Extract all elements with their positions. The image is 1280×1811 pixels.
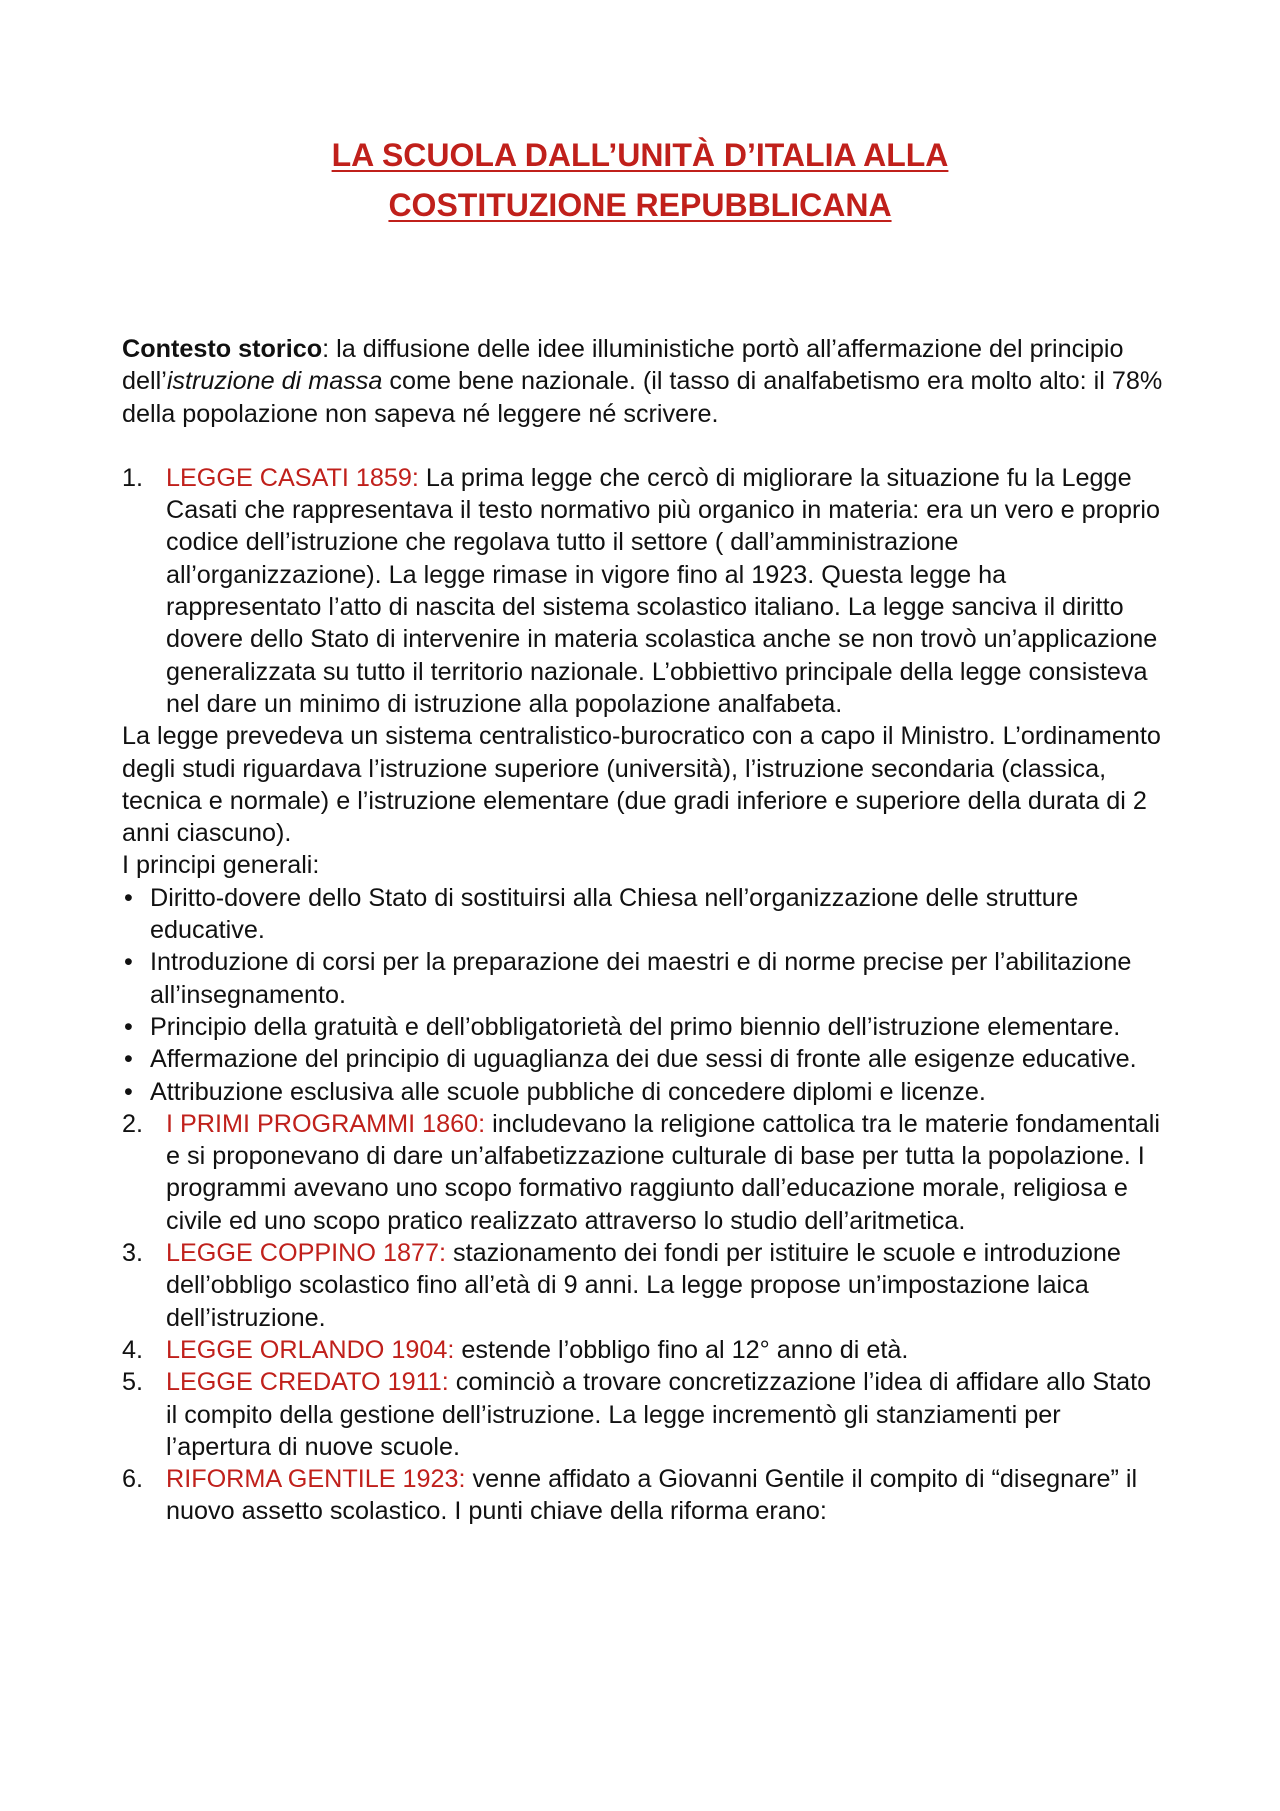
bullet-icon: • (124, 948, 133, 977)
intro-paragraph (122, 333, 1167, 430)
list-item-legge-orlando (122, 1334, 1167, 1366)
list-number: 2. (122, 1109, 144, 1138)
list-heading: LEGGE CASATI 1859: (166, 463, 419, 492)
list-item-legge-casati (122, 462, 1167, 720)
list-item-legge-coppino (122, 1237, 1167, 1334)
bullet-item (122, 882, 1167, 947)
list-number: 5. (122, 1368, 144, 1397)
bullet-icon: • (124, 1045, 133, 1074)
bullet-icon: • (124, 1077, 133, 1106)
list-heading: RIFORMA GENTILE 1923: (166, 1465, 466, 1494)
list-heading: LEGGE COPPINO 1877: (166, 1239, 446, 1268)
title-line-2: COSTITUZIONE REPUBBLICANA (388, 187, 892, 223)
bullet-text: Affermazione del principio di uguaglianza dei due sessi di fronte alle esigenze educative. (150, 1045, 1137, 1074)
intro-label: Contesto storico (122, 335, 323, 363)
intro-text-2: come bene nazionale. (il tasso di analfabetismo era molto alto: il 78% della popolazione non sapeva né leggere né scrivere. (122, 367, 1163, 428)
list-number: 3. (122, 1239, 144, 1268)
list-number: 6. (122, 1465, 144, 1494)
bullet-icon: • (124, 1012, 133, 1041)
list-text: estende l’obbligo fino al 12° anno di età. (454, 1335, 909, 1364)
intro-text-1: : la diffusione delle idee illuministiche portò all’affermazione del principio dell’ (122, 335, 1124, 396)
title-line-1: LA SCUOLA DALL’UNITÀ D’ITALIA ALLA (331, 137, 949, 173)
list-text: La prima legge che cercò di migliorare la situazione fu la Legge Casati che rappresentava il testo normativo più organico in materia: era un vero e proprio codice dell’istruzione che regolava tutto il settore ( dall’amministrazione all’organizzazione). La legge rimase in vigore fino al 1923. Questa legge ha rappresentato l’atto di nascita del sistema scolastico italiano. La legge sanciva il diritto dovere dello Stato di intervenire in materia scolastica anche se non trovò un’applicazione generalizzata su tutto il territorio nazionale. L’obbiettivo principale della legge consisteva nel dare un minimo di istruzione alla popolazione analfabeta. (166, 463, 1161, 718)
principi-list (122, 882, 1167, 1108)
intro-emphasis: istruzione di massa (166, 367, 383, 396)
bullet-text: Principio della gratuità e dell’obbligatorietà del primo biennio dell’istruzione elementare. (150, 1012, 1121, 1041)
bullet-item (122, 1076, 1167, 1108)
principi-label: I principi generali: (122, 851, 320, 880)
list-number: 4. (122, 1335, 144, 1364)
bullet-icon: • (124, 883, 133, 912)
list-text: includevano la religione cattolica tra le materie fondamentali e si proponevano di dare un’alfabetizzazione culturale di base per tutta la popolazione. I programmi avevano uno scopo formativo raggiunto dall’educazione morale, religiosa e civile ed uno scopo pratico realizzato attraverso lo studio dell’aritmetica. (166, 1109, 1160, 1235)
list-number: 1. (122, 463, 144, 492)
list-heading: I PRIMI PROGRAMMI 1860: (166, 1109, 486, 1138)
document-body (122, 333, 1167, 1528)
bullet-text: Attribuzione esclusiva alle scuole pubbliche di concedere diplomi e licenze. (150, 1077, 986, 1106)
bullet-text: Diritto-dovere dello Stato di sostituirsi alla Chiesa nell’organizzazione delle strutture educative. (150, 883, 1079, 945)
list-item-primi-programmi (122, 1108, 1167, 1237)
bullet-item (122, 1011, 1167, 1043)
list-item-legge-credato (122, 1366, 1167, 1463)
bullet-text: Introduzione di corsi per la preparazione dei maestri e di norme precise per l’abilitazione all’insegnamento. (150, 948, 1132, 1009)
list-text: cominciò a trovare concretizzazione l’idea di affidare allo Stato il compito della gestione dell’istruzione. La legge incrementò gli stanziamenti per l’apertura di nuove scuole. (166, 1368, 1152, 1461)
list-item-riforma-gentile (122, 1463, 1167, 1528)
bullet-item (122, 1043, 1167, 1075)
list-text: stazionamento dei fondi per istituire le scuole e introduzione dell’obbligo scolastico fino all’età di 9 anni. La legge propose un’impostazione laica dell’istruzione. (166, 1239, 1121, 1332)
list-text: venne affidato a Giovanni Gentile il compito di “disegnare” il nuovo assetto scolastico. I punti chiave della riforma erano: (166, 1465, 1138, 1526)
page-title (0, 130, 1280, 230)
sistema-paragraph: La legge prevedeva un sistema centralistico-burocratico con a capo il Ministro. L’ordinamento degli studi riguardava l’istruzione superiore (università), l’istruzione secondaria (classica, tecnica e normale) e l’istruzione elementare (due gradi inferiore e superiore della durata di 2 anni ciascuno). (122, 722, 1161, 848)
spacer (122, 430, 1167, 462)
list-heading: LEGGE ORLANDO 1904: (166, 1335, 455, 1364)
bullet-item (122, 946, 1167, 1011)
list-heading: LEGGE CREDATO 1911: (166, 1368, 449, 1397)
